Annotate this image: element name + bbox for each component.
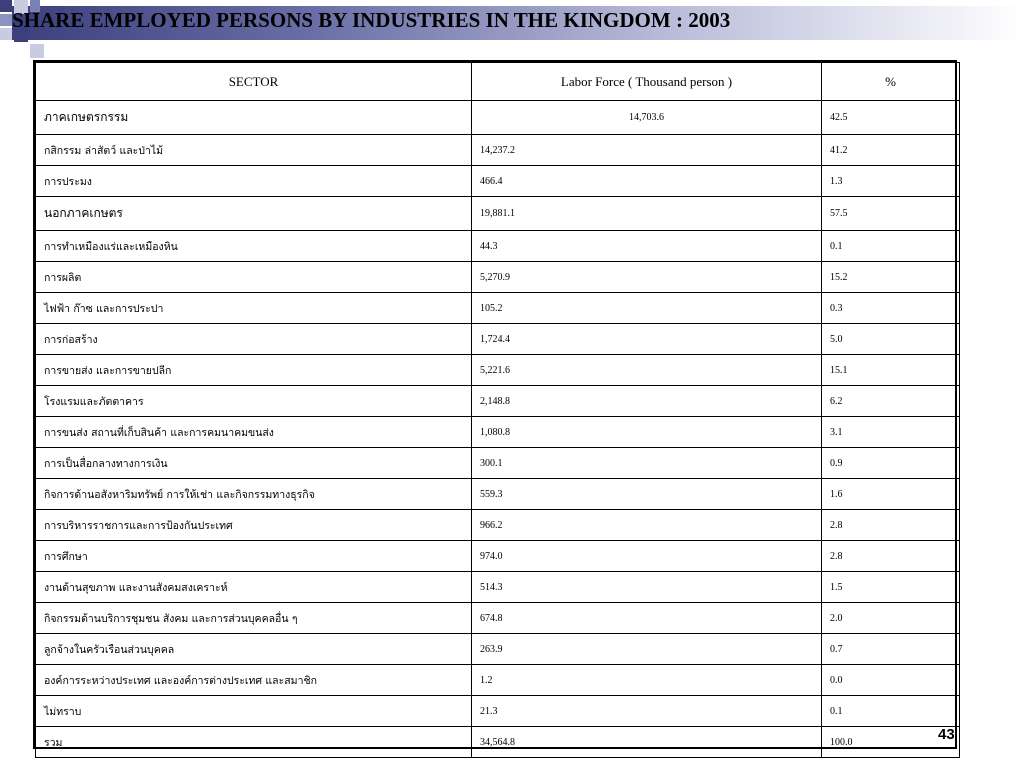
table-row xyxy=(36,355,960,386)
cell-sector: กิจการด้านอสังหาริมทรัพย์ การให้เช่า และกิจกรรมทางธุรกิจ xyxy=(36,479,472,510)
cell-sector: นอกภาคเกษตร xyxy=(36,197,472,231)
cell-labor-force: 21.3 xyxy=(472,696,822,727)
cell-labor-force: 5,270.9 xyxy=(472,262,822,293)
cell-percent: 15.1 xyxy=(822,355,960,386)
cell-sector: องค์การระหว่างประเทศ และองค์การต่างประเทศ และสมาชิก xyxy=(36,665,472,696)
cell-percent: 57.5 xyxy=(822,197,960,231)
cell-labor-force: 14,237.2 xyxy=(472,135,822,166)
cell-percent: 0.1 xyxy=(822,231,960,262)
cell-labor-force: 559.3 xyxy=(472,479,822,510)
table-row xyxy=(36,101,960,135)
table-row xyxy=(36,197,960,231)
cell-labor-force: 674.8 xyxy=(472,603,822,634)
cell-percent: 0.3 xyxy=(822,293,960,324)
cell-percent: 0.1 xyxy=(822,696,960,727)
cell-sector: กสิกรรม ล่าสัตว์ และป่าไม้ xyxy=(36,135,472,166)
table-row xyxy=(36,262,960,293)
table-header-row xyxy=(36,63,960,101)
cell-sector: ไม่ทราบ xyxy=(36,696,472,727)
cell-percent: 1.5 xyxy=(822,572,960,603)
cell-sector: รวม xyxy=(36,727,472,758)
industry-table-grid xyxy=(35,62,960,758)
cell-labor-force: 466.4 xyxy=(472,166,822,197)
cell-sector: โรงแรมและภัตตาคาร xyxy=(36,386,472,417)
header-labor-force: Labor Force ( Thousand person ) xyxy=(472,63,822,101)
table-row xyxy=(36,386,960,417)
table-row xyxy=(36,479,960,510)
cell-percent: 0.0 xyxy=(822,665,960,696)
table-row xyxy=(36,541,960,572)
cell-percent: 0.7 xyxy=(822,634,960,665)
cell-labor-force: 514.3 xyxy=(472,572,822,603)
cell-percent: 2.8 xyxy=(822,541,960,572)
cell-sector: การบริหารราชการและการป้องกันประเทศ xyxy=(36,510,472,541)
cell-percent: 0.9 xyxy=(822,448,960,479)
table-row xyxy=(36,634,960,665)
cell-percent: 100.0 xyxy=(822,727,960,758)
header-sector: SECTOR xyxy=(36,63,472,101)
cell-labor-force: 2,148.8 xyxy=(472,386,822,417)
cell-percent: 15.2 xyxy=(822,262,960,293)
cell-percent: 1.3 xyxy=(822,166,960,197)
table-row xyxy=(36,231,960,262)
cell-sector: การเป็นสื่อกลางทางการเงิน xyxy=(36,448,472,479)
cell-sector: ภาคเกษตรกรรม xyxy=(36,101,472,135)
cell-labor-force: 300.1 xyxy=(472,448,822,479)
cell-labor-force: 44.3 xyxy=(472,231,822,262)
table-row xyxy=(36,166,960,197)
cell-labor-force: 974.0 xyxy=(472,541,822,572)
header-percent: % xyxy=(822,63,960,101)
table-row xyxy=(36,510,960,541)
cell-percent: 42.5 xyxy=(822,101,960,135)
cell-percent: 2.0 xyxy=(822,603,960,634)
cell-sector: การขนส่ง สถานที่เก็บสินค้า และการคมนาคมขนส่ง xyxy=(36,417,472,448)
cell-labor-force: 14,703.6 xyxy=(472,101,822,135)
cell-sector: กิจกรรมด้านบริการชุมชน สังคม และการส่วนบุคคลอื่น ๆ xyxy=(36,603,472,634)
slide-title: SHARE EMPLOYED PERSONS BY INDUSTRIES IN THE KINGDOM : 2003 xyxy=(12,8,731,32)
cell-labor-force: 966.2 xyxy=(472,510,822,541)
cell-labor-force: 1,080.8 xyxy=(472,417,822,448)
cell-sector: การก่อสร้าง xyxy=(36,324,472,355)
cell-labor-force: 19,881.1 xyxy=(472,197,822,231)
table-row xyxy=(36,727,960,758)
cell-labor-force: 1.2 xyxy=(472,665,822,696)
cell-labor-force: 263.9 xyxy=(472,634,822,665)
cell-percent: 3.1 xyxy=(822,417,960,448)
cell-sector: การขายส่ง และการขายปลีก xyxy=(36,355,472,386)
cell-sector: การผลิต xyxy=(36,262,472,293)
cell-labor-force: 34,564.8 xyxy=(472,727,822,758)
table-row xyxy=(36,603,960,634)
page-number: 43 xyxy=(938,726,955,743)
cell-percent: 6.2 xyxy=(822,386,960,417)
table-row xyxy=(36,417,960,448)
industry-table xyxy=(33,60,957,749)
cell-labor-force: 1,724.4 xyxy=(472,324,822,355)
table-row xyxy=(36,448,960,479)
cell-sector: ไฟฟ้า ก๊าซ และการประปา xyxy=(36,293,472,324)
cell-sector: ลูกจ้างในครัวเรือนส่วนบุคคล xyxy=(36,634,472,665)
table-row xyxy=(36,572,960,603)
cell-sector: การทำเหมืองแร่และเหมืองหิน xyxy=(36,231,472,262)
cell-sector: การประมง xyxy=(36,166,472,197)
table-row xyxy=(36,665,960,696)
cell-percent: 41.2 xyxy=(822,135,960,166)
table-row xyxy=(36,324,960,355)
cell-sector: งานด้านสุขภาพ และงานสังคมสงเคราะห์ xyxy=(36,572,472,603)
cell-percent: 2.8 xyxy=(822,510,960,541)
table-row xyxy=(36,135,960,166)
cell-percent: 1.6 xyxy=(822,479,960,510)
cell-labor-force: 105.2 xyxy=(472,293,822,324)
cell-sector: การศึกษา xyxy=(36,541,472,572)
cell-percent: 5.0 xyxy=(822,324,960,355)
table-row xyxy=(36,293,960,324)
table-row xyxy=(36,696,960,727)
cell-labor-force: 5,221.6 xyxy=(472,355,822,386)
